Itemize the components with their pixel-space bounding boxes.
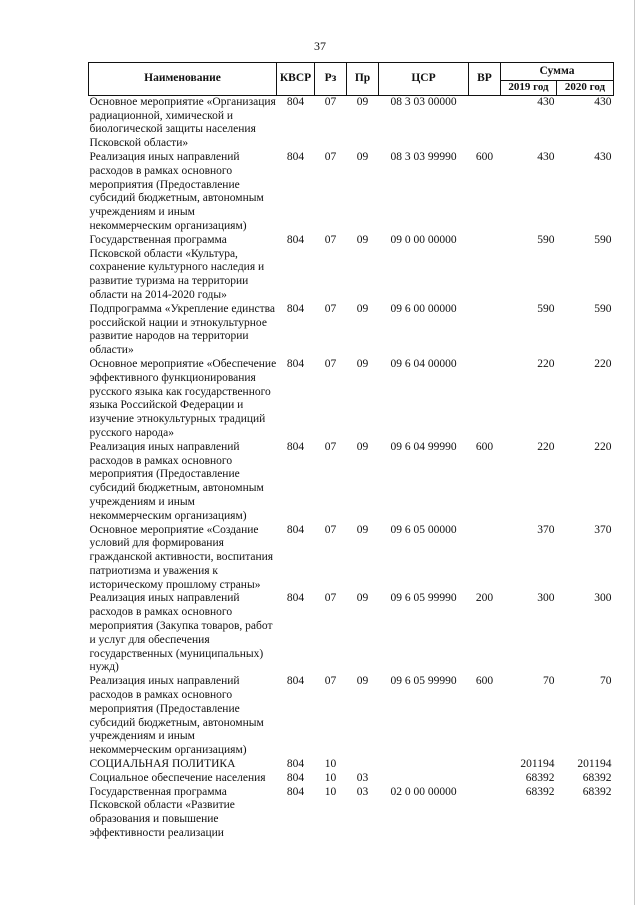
row-vr-cell <box>469 95 501 151</box>
row-2019-cell: 430 <box>537 95 555 108</box>
row-name-cell: Реализация иных направлений расходов в рамках основного мероприятия (Закупка товаров, работ и услуг для обеспечения государственных (муниципальных) нужд) <box>89 592 273 674</box>
row-csr-cell: 08 3 03 00000 <box>390 95 457 108</box>
row-pr-cell: 09 <box>356 302 369 315</box>
table-row <box>89 758 614 772</box>
header-2019: 2019 год <box>501 81 557 96</box>
row-csr-cell <box>379 772 469 786</box>
header-name: Наименование <box>89 63 277 96</box>
row-2019-cell: 201194 <box>520 758 555 771</box>
row-rz-cell: 07 <box>324 233 337 246</box>
row-vr-cell: 600 <box>475 150 494 163</box>
row-vr-cell <box>469 303 501 358</box>
row-kvsr-cell: 804 <box>286 440 305 453</box>
row-vr-cell: 200 <box>475 592 494 605</box>
budget-table <box>88 62 614 841</box>
row-2020-cell: 68392 <box>582 771 612 784</box>
row-name-cell: Реализация иных направлений расходов в рамках основного мероприятия (Предоставление субсидий бюджетным, автономным учреждениям и иным некоммерческим организациям) <box>89 440 264 522</box>
table-row <box>89 786 614 841</box>
row-kvsr-cell: 804 <box>286 675 305 688</box>
table-row <box>89 524 614 593</box>
row-csr-cell: 09 6 05 00000 <box>390 523 457 536</box>
row-pr-cell: 09 <box>356 233 369 246</box>
row-csr-cell: 09 6 05 99990 <box>390 592 457 605</box>
row-pr-cell: 09 <box>356 592 369 605</box>
table-row <box>89 592 614 675</box>
row-2019-cell: 68392 <box>525 771 555 784</box>
table-row <box>89 95 614 151</box>
table-row <box>89 772 614 786</box>
row-2019-cell: 300 <box>537 592 555 605</box>
row-name-cell: Подпрограмма «Укрепление единства российской нации и этнокультурное развитие народов на территории области» <box>89 302 275 357</box>
row-2020-cell: 220 <box>594 357 612 370</box>
row-2019-cell: 590 <box>537 233 555 246</box>
row-pr-cell: 09 <box>356 675 369 688</box>
row-pr-cell <box>347 758 379 772</box>
row-csr-cell: 09 0 00 00000 <box>390 233 457 246</box>
table-header <box>89 63 614 96</box>
row-rz-cell: 07 <box>324 150 337 163</box>
row-2020-cell: 430 <box>594 95 612 108</box>
row-name-cell: Государственная программа Псковской области «Культура, сохранение культурного наследия и развитие туризма на территории области на 2014-2020 годы» <box>89 233 265 301</box>
row-2019-cell: 430 <box>537 150 555 163</box>
header-2020: 2020 год <box>557 81 614 96</box>
row-name-cell: Реализация иных направлений расходов в рамках основного мероприятия (Предоставление субсидий бюджетным, автономным учреждениям и иным некоммерческим организациям) <box>89 675 264 757</box>
row-kvsr-cell: 804 <box>286 592 305 605</box>
row-csr-cell: 08 3 03 99990 <box>390 150 457 163</box>
row-2020-cell: 201194 <box>577 758 612 771</box>
row-vr-cell <box>469 358 501 441</box>
row-2020-cell: 300 <box>594 592 612 605</box>
row-name-cell: Социальное обеспечение населения <box>89 771 266 784</box>
row-rz-cell: 10 <box>324 758 337 771</box>
header-vr: ВР <box>469 63 501 96</box>
row-2020-cell: 370 <box>594 523 612 536</box>
row-2019-cell: 220 <box>537 357 555 370</box>
row-2020-cell: 430 <box>594 150 612 163</box>
row-csr-cell <box>379 758 469 772</box>
row-2019-cell: 70 <box>543 675 555 688</box>
table-row <box>89 151 614 234</box>
row-pr-cell: 09 <box>356 150 369 163</box>
row-kvsr-cell: 804 <box>286 233 305 246</box>
row-pr-cell: 09 <box>356 357 369 370</box>
row-2020-cell: 70 <box>600 675 612 688</box>
row-vr-cell <box>469 758 501 772</box>
table-body <box>89 95 614 841</box>
row-csr-cell: 09 6 04 99990 <box>390 440 457 453</box>
row-name-cell: Основное мероприятие «Обеспечение эффективного функционирования русского языка как государственного языка Российской Федерации и изучение этнокультурных традиций русского народа» <box>89 357 277 439</box>
scan-edge-line <box>634 0 635 905</box>
table-row <box>89 234 614 303</box>
row-rz-cell: 07 <box>324 523 337 536</box>
row-name-cell: Реализация иных направлений расходов в рамках основного мероприятия (Предоставление субсидий бюджетным, автономным учреждениям и иным некоммерческим организациям) <box>89 150 264 232</box>
row-kvsr-cell: 804 <box>286 302 305 315</box>
row-kvsr-cell: 804 <box>286 758 305 771</box>
row-name-cell: Основное мероприятие «Организация радиационной, химической и биологической защиты населения Псковской области» <box>89 95 276 150</box>
row-rz-cell: 07 <box>324 675 337 688</box>
row-csr-cell: 09 6 04 00000 <box>390 357 457 370</box>
row-2019-cell: 220 <box>537 440 555 453</box>
row-pr-cell: 09 <box>356 523 369 536</box>
header-rz: Рз <box>315 63 347 96</box>
row-rz-cell: 07 <box>324 440 337 453</box>
row-vr-cell: 600 <box>475 675 494 688</box>
row-pr-cell: 09 <box>356 440 369 453</box>
row-kvsr-cell: 804 <box>286 785 305 798</box>
row-2020-cell: 590 <box>594 233 612 246</box>
table-row <box>89 358 614 441</box>
row-vr-cell <box>469 786 501 841</box>
row-rz-cell: 07 <box>324 95 337 108</box>
row-vr-cell <box>469 524 501 593</box>
row-name-cell: Государственная программа Псковской области «Развитие образования и повышение эффективности реализации <box>89 785 235 840</box>
row-name-cell: Основное мероприятие «Создание условий для формирования гражданской активности, воспитания патриотизма и уважения к историческому прошлому страны» <box>89 523 274 591</box>
header-pr: Пр <box>347 63 379 96</box>
row-kvsr-cell: 804 <box>286 523 305 536</box>
row-name-cell: СОЦИАЛЬНАЯ ПОЛИТИКА <box>89 758 236 771</box>
row-2020-cell: 68392 <box>582 785 612 798</box>
row-pr-cell: 03 <box>356 771 369 784</box>
table-row <box>89 675 614 758</box>
row-2019-cell: 68392 <box>525 785 555 798</box>
row-2019-cell: 370 <box>537 523 555 536</box>
row-rz-cell: 07 <box>324 357 337 370</box>
row-vr-cell <box>469 234 501 303</box>
row-rz-cell: 10 <box>324 785 337 798</box>
row-csr-cell: 09 6 05 99990 <box>390 675 457 688</box>
row-vr-cell <box>469 772 501 786</box>
row-pr-cell: 03 <box>356 785 369 798</box>
row-rz-cell: 07 <box>324 302 337 315</box>
header-kvsr: КВСР <box>277 63 315 96</box>
page-number: 37 <box>314 39 326 53</box>
row-2020-cell: 590 <box>594 302 612 315</box>
row-kvsr-cell: 804 <box>286 771 305 784</box>
row-kvsr-cell: 804 <box>286 95 305 108</box>
header-csr: ЦСР <box>379 63 469 96</box>
table-row <box>89 441 614 524</box>
row-kvsr-cell: 804 <box>286 357 305 370</box>
row-2019-cell: 590 <box>537 302 555 315</box>
header-sum: Сумма <box>501 63 614 81</box>
row-rz-cell: 10 <box>324 771 337 784</box>
table-row <box>89 303 614 358</box>
row-csr-cell: 02 0 00 00000 <box>390 785 457 798</box>
row-csr-cell: 09 6 00 00000 <box>390 302 457 315</box>
row-pr-cell: 09 <box>356 95 369 108</box>
row-vr-cell: 600 <box>475 440 494 453</box>
row-kvsr-cell: 804 <box>286 150 305 163</box>
row-rz-cell: 07 <box>324 592 337 605</box>
row-2020-cell: 220 <box>594 440 612 453</box>
